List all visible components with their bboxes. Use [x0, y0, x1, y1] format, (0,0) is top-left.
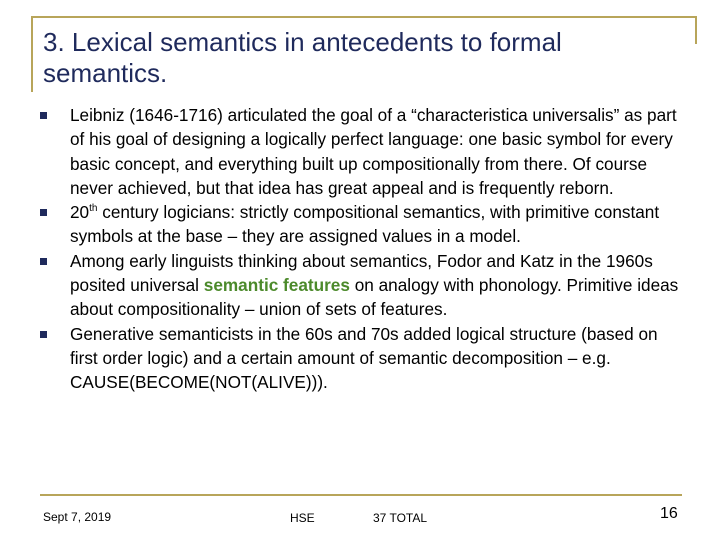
title-frame-top-rule: [31, 16, 697, 18]
square-bullet-icon: [40, 331, 47, 338]
bullet-item: [40, 249, 690, 322]
square-bullet-icon: [40, 112, 47, 119]
bullet-text: Leibniz (1646-1716) articulated the goal of a “characteristica universalis” as part of his goal of designing a logically perfect language: one basic symbol for every basic concept, and everything built up compositionally from there. Of course never achieved, but that idea has great appeal and is frequently reborn.: [70, 105, 677, 198]
footer-total: 37 TOTAL: [373, 511, 428, 525]
footer-rule: [40, 494, 682, 496]
title-frame-right-rule: [695, 16, 697, 44]
bullet-item: [40, 103, 690, 200]
ordinal-superscript: th: [89, 203, 98, 215]
bullet-text: 20: [70, 202, 90, 223]
square-bullet-icon: [40, 209, 47, 216]
highlighted-term: semantic features: [203, 275, 350, 296]
bullet-list: [40, 103, 690, 395]
footer-organization: HSE: [290, 511, 315, 525]
bullet-text: Among early linguists thinking about semantics, Fodor and Katz in the 1960s posited universal: [70, 250, 653, 296]
title-frame-left-rule: [31, 16, 33, 92]
bullet-text: on analogy with phonology. Primitive ideas about compositionality – union of sets of features.: [70, 275, 679, 320]
bullet-text: Generative semanticists in the 60s and 70s added logical structure (based on first order logic) and a certain amount of semantic decomposition – e.g. CAUSE(BECOME(NOT(ALIVE))).: [70, 323, 658, 393]
footer-date: Sept 7, 2019: [43, 510, 112, 524]
bullet-text: century logicians: strictly compositional semantics, with primitive constant symbols at the base – they are assigned values in a model.: [70, 202, 660, 247]
square-bullet-icon: [40, 258, 47, 265]
bullet-item: [40, 322, 690, 395]
bullet-item: [40, 200, 690, 249]
page-number: 16: [660, 505, 678, 522]
slide-title: 3. Lexical semantics in antecedents to formal semantics.: [43, 27, 562, 88]
